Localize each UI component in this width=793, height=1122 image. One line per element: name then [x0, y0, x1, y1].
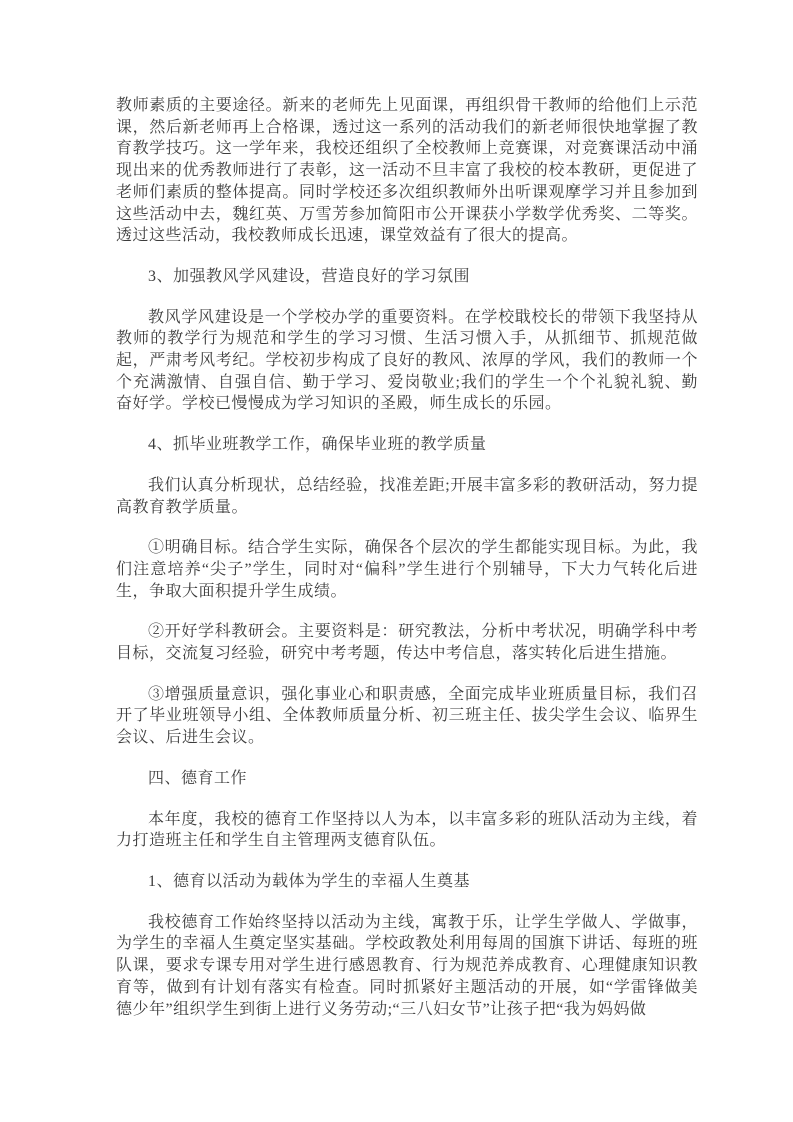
paragraph-teaching-study-style: 教风学风建设是一个学校办学的重要资料。在学校戢校长的带领下我坚持从教师的教学行为规范和学生的学习习惯、生活习惯入手，从抓细节、抓规范做起，严肃考风考纪。学校初步构成了良好的教风、浓厚的学风，我们的教师一个个充满激情、自强自信、勤于学习、爱岗敬业;我们的学生一个个礼貌礼貌、勤奋好学。学校已慢慢成为学习知识的圣殿，师生成长的乐园。	[116, 308, 698, 413]
paragraph-item-1-clear-goals: ①明确目标。结合学生实际，确保各个层次的学生都能实现目标。为此，我们注意培养“尖子”学生，同时对“偏科”学生进行个别辅导，下大力气转化后进生，争取大面积提升学生成绩。	[116, 539, 698, 600]
heading-3-teaching-study-style: 3、加强教风学风建设，营造良好的学习氛围	[148, 267, 471, 285]
paragraph-moral-education-activities: 我校德育工作始终坚持以活动为主线，寓教于乐，让学生学做人、学做事，为学生的幸福人生奠定坚实基础。学校政教处利用每周的国旗下讲话、每班的班队课，要求专课专用对学生进行感恩教育、行为规范养成教育、心理健康知识教育等，做到有计划有落实有检查。同时抓紧好主题活动的开展，如“学雷锋做美德少年”组织学生到街上进行义务劳动;“三八妇女节”让孩子把“我为妈妈做	[116, 913, 698, 1018]
paragraph-teacher-quality-continued: 教师素质的主要途径。新来的老师先上见面课，再组织骨干教师的给他们上示范课，然后新老师再上合格课，透过这一系列的活动我们的新老师很快地掌握了教育教学技巧。这一学年来，我校还组织了全校教师上竞赛课，对竞赛课活动中涌现出来的优秀教师进行了表彰，这一活动不旦丰富了我校的校本教研，更促进了老师们素质的整体提高。同时学校还多次组织教师外出听课观摩学习并且参加到这些活动中去，魏红英、万雪芳参加简阳市公开课获小学数学优秀奖、二等奖。透过这些活动，我校教师成长迅速，课堂效益有了很大的提高。	[116, 97, 698, 245]
paragraph-item-3-quality-awareness: ③增强质量意识，强化事业心和职责感，全面完成毕业班质量目标，我们召开了毕业班领导小组、全体教师质量分析、初三班主任、拔尖学生会议、临界生会议、后进生会议。	[116, 685, 698, 747]
heading-section-4-moral-education: 四、德育工作	[148, 769, 248, 787]
paragraph-moral-education-overview: 本年度，我校的德育工作坚持以人为本，以丰富多彩的班队活动为主线，着力打造班主任和学生自主管理两支德育队伍。	[116, 810, 698, 850]
heading-4-graduating-class: 4、抓毕业班教学工作，确保毕业班的教学质量	[148, 436, 487, 454]
document-body	[116, 95, 698, 1020]
paragraph-item-2-subject-research-meeting: ②开好学科教研会。主要资料是：研究教法，分析中考状况，明确学科中考目标，交流复习经验，研究中考考题，传达中考信息，落实转化后进生措施。	[116, 623, 698, 663]
heading-1-moral-education-activities: 1、德育以活动为载体为学生的幸福人生奠基	[148, 872, 471, 890]
paragraph-analysis-status: 我们认真分析现状，总结经验，找准差距;开展丰富多彩的教研活动，努力提高教育教学质量。	[116, 476, 698, 516]
